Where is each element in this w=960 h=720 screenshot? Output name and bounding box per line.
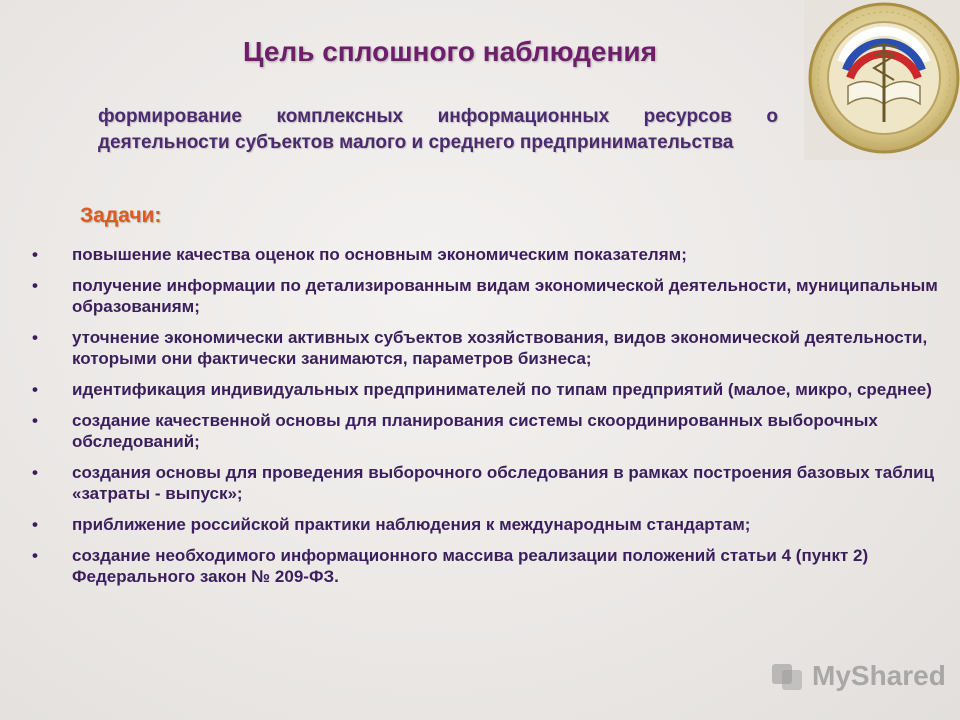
tasks-list [0,244,945,597]
watermark [770,656,946,696]
task-text: создание необходимого информационного массива реализации положений статьи 4 (пункт 2) Федерального закон № 209-ФЗ. [72,546,869,586]
list-item [0,410,945,452]
list-item [0,545,945,587]
rosstat-emblem-icon [804,0,960,160]
list-item [0,275,945,317]
bullet-icon: • [32,411,38,430]
list-item [0,514,945,535]
goal-text: формирование комплексных информационных ресурсов о деятельности субъектов малого и среднего предпринимательства [98,106,778,153]
slide-title: Цель сплошного наблюдения [243,36,657,67]
list-item [0,244,945,265]
bullet-icon: • [32,546,38,565]
task-text: идентификация индивидуальных предпринимателей по типам предприятий (малое, микро, среднее) [72,380,932,399]
list-item [0,379,945,400]
bullet-icon: • [32,463,38,482]
bullet-icon: • [32,380,38,399]
tasks-heading: Задачи: [80,204,162,227]
watermark-text: MyShared [812,660,946,691]
bullet-icon: • [32,328,38,347]
bullet-icon: • [32,276,38,295]
bullet-icon: • [32,245,38,264]
watermark-logo-icon [770,658,806,694]
list-item [0,327,945,369]
task-text: создания основы для проведения выборочного обследования в рамках построения базовых таблиц «затраты - выпуск»; [72,463,935,503]
task-text: уточнение экономически активных субъектов хозяйствования, видов экономической деятельности, которыми они фактически занимаются, параметров бизнеса; [72,328,928,368]
task-text: получение информации по детализированным видам экономической деятельности, муниципальным образованиям; [72,276,938,316]
task-text: повышение качества оценок по основным экономическим показателям; [72,245,687,264]
list-item [0,462,945,504]
task-text: создание качественной основы для планирования системы скоординированных выборочных обследований; [72,411,878,451]
task-text: приближение российской практики наблюдения к международным стандартам; [72,515,751,534]
bullet-icon: • [32,515,38,534]
